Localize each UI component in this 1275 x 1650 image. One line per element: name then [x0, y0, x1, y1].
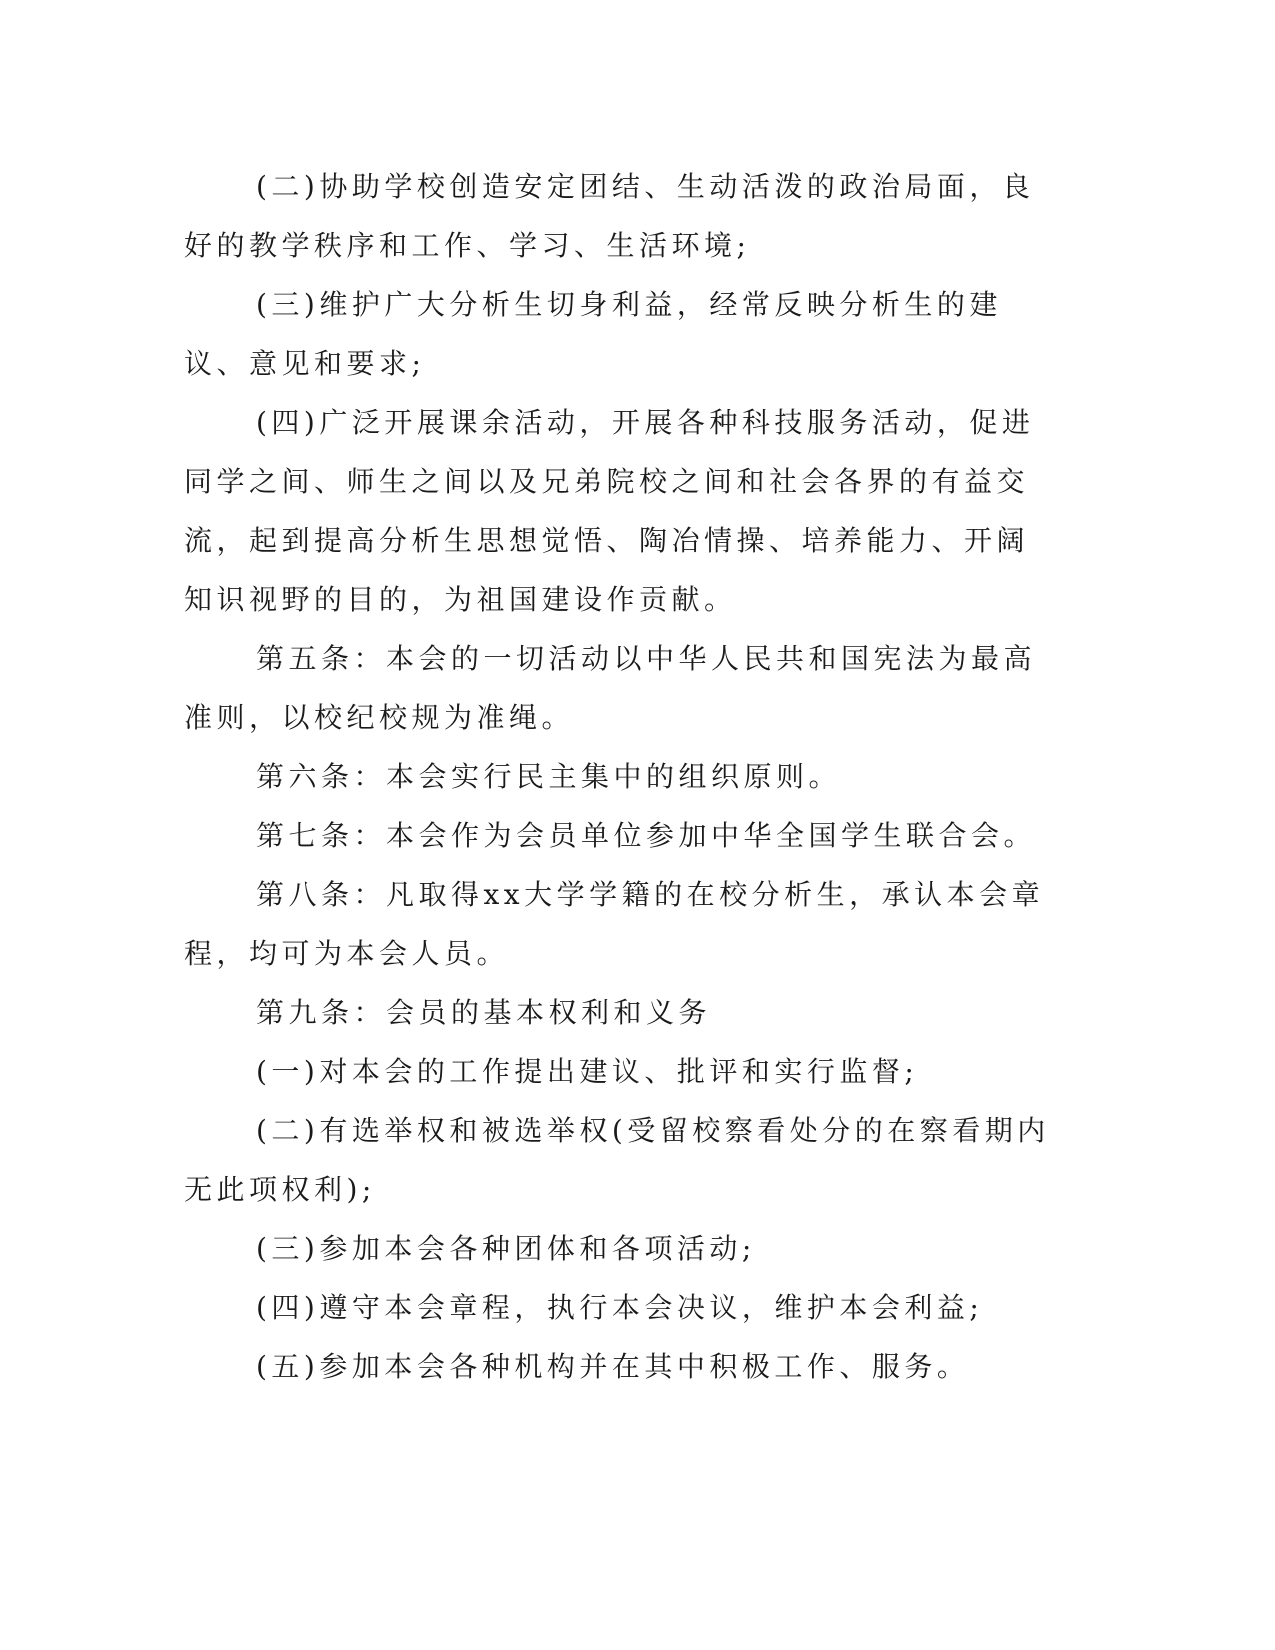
article-5: 第五条：本会的一切活动以中华人民共和国宪法为最高准则，以校纪校规为准绳。	[184, 642, 1037, 734]
document-body	[184, 157, 1054, 1396]
member-right-5: (五)参加本会各种机构并在其中积极工作、服务。	[256, 1350, 970, 1383]
article-8: 第八条：凡取得xx大学学籍的在校分析生，承认本会章程，均可为本会人员。	[184, 878, 1045, 970]
member-right-2: (二)有选举权和被选举权(受留校察看处分的在察看期内无此项权利);	[184, 1114, 1050, 1206]
paragraph-4: (四)广泛开展课余活动，开展各种科技服务活动，促进同学之间、师生之间以及兄弟院校之间和社会各界的有益交流，起到提高分析生思想觉悟、陶冶情操、培养能力、开阔知识视野的目的，为祖国建设作贡献。	[184, 406, 1035, 616]
article-7: 第七条：本会作为会员单位参加中华全国学生联合会。	[256, 819, 1037, 852]
paragraph-3: (三)维护广大分析生切身利益，经常反映分析生的建议、意见和要求;	[184, 288, 1002, 380]
article-6: 第六条：本会实行民主集中的组织原则。	[256, 760, 842, 793]
article-9: 第九条：会员的基本权利和义务	[256, 996, 712, 1029]
paragraph-2: (二)协助学校创造安定团结、生动活泼的政治局面，良好的教学秩序和工作、学习、生活环境;	[184, 170, 1035, 262]
member-right-3: (三)参加本会各种团体和各项活动;	[256, 1232, 756, 1265]
member-right-1: (一)对本会的工作提出建议、批评和实行监督;	[256, 1055, 919, 1088]
member-right-4: (四)遵守本会章程，执行本会决议，维护本会利益;	[256, 1291, 984, 1324]
